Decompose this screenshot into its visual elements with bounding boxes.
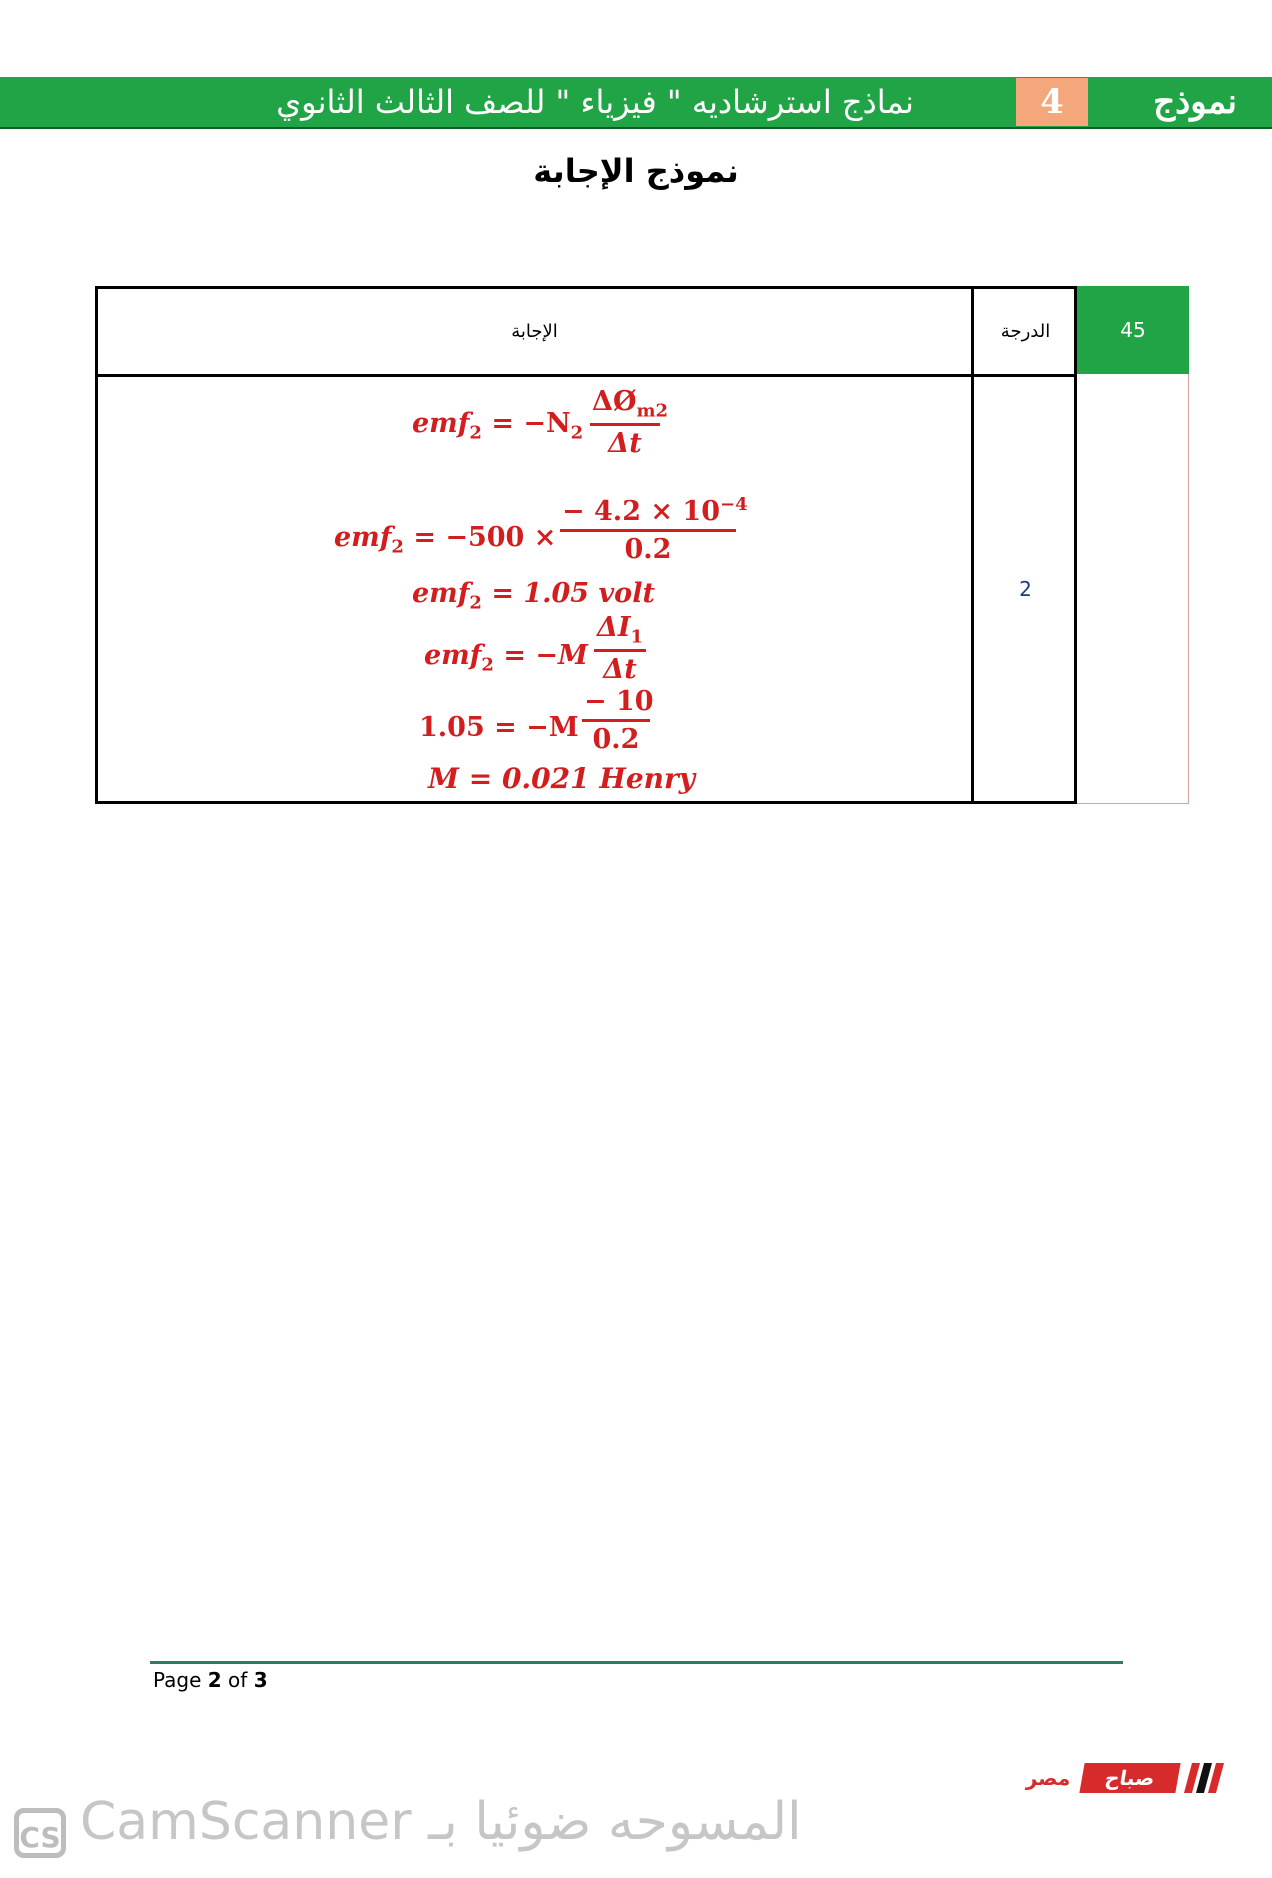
camscanner-icon: CS <box>14 1808 66 1858</box>
logo-word-sabah: صباح <box>1079 1763 1180 1793</box>
logo-word-masr: مصر <box>1025 1766 1071 1790</box>
answer-column-header: الإجابة <box>511 321 558 342</box>
camscanner-watermark: CamScanner المسوحه ضوئيا بـ <box>80 1792 802 1852</box>
equation-3: emf$_2$ = 1.05 volt <box>412 578 655 614</box>
equation-4-lhs: emf$_2$ = −M <box>424 640 588 676</box>
footer-divider <box>150 1661 1123 1664</box>
sabah-masr-logo <box>1018 1758 1224 1798</box>
equation-5-fraction: $\frac{- 10}{0.2}$ <box>584 686 654 755</box>
page-number: Page 2 of 3 <box>153 1668 268 1692</box>
header-title: نماذج استرشاديه " فيزياء " للصف الثالث الثانوي <box>276 83 914 121</box>
question-number-column <box>1077 374 1189 804</box>
equation-1-fraction: $\Delta Ø_{m2}$ Δt <box>592 386 669 460</box>
equation-1-lhs: $emf_2 = -N_2$ <box>412 408 584 444</box>
model-label: نموذج <box>1153 82 1237 122</box>
grade-column-header: الدرجة <box>1000 321 1051 342</box>
equation-4-fraction: $\frac{\Delta I_1}{\Delta t}$ <box>594 612 646 685</box>
equation-5-lhs: 1.05 = −M <box>419 712 579 743</box>
question-number-cell: 45 <box>1077 286 1189 374</box>
logo-bars-icon <box>1188 1763 1222 1793</box>
page-title: نموذج الإجابة <box>533 152 739 190</box>
model-number-badge: 4 <box>1016 78 1088 126</box>
final-result: M = 0.021 Henry <box>428 762 696 795</box>
equation-2-fraction: $\frac{- 4.2 \times 10^{-4}}{0.2}$ <box>562 494 748 565</box>
equation-2-lhs: emf$_2$ = −500 × <box>334 522 557 558</box>
grade-value: 2 <box>1019 577 1032 601</box>
header-row-divider <box>98 374 1074 377</box>
